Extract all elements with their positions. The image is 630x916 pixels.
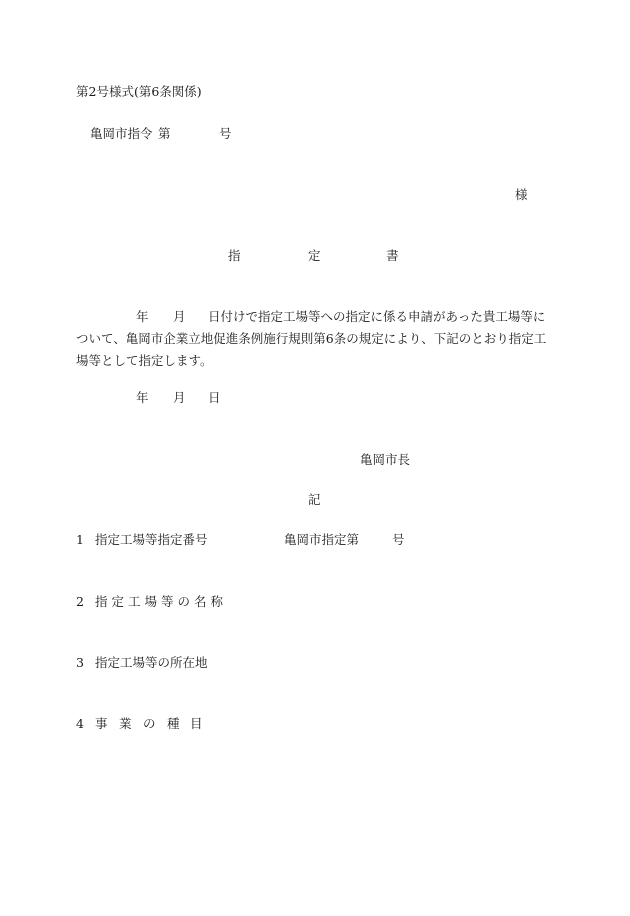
doc-number-go: 号 xyxy=(219,126,232,141)
title-char-2: 定 xyxy=(308,248,321,263)
item-4-label-char-1: 事 xyxy=(95,716,108,731)
item-1-value-suffix: 号 xyxy=(392,532,405,547)
doc-number-dai: 第 xyxy=(158,126,171,141)
ki-heading: 記 xyxy=(308,492,321,507)
item-3-label: 指定工場等の所在地 xyxy=(95,655,208,670)
body-text: 日付けで指定工場等への指定に係る申請があった貴工場等について、亀岡市企業立地促進条例施行規則第6条の規定により、下記のとおり指定工場等として指定します。 xyxy=(76,309,547,368)
item-1-number: 1 xyxy=(76,532,84,547)
title-char-1: 指 xyxy=(228,248,241,263)
title-char-3: 書 xyxy=(386,248,399,263)
doc-number-prefix: 亀岡市指令 xyxy=(90,126,153,141)
issue-date-nen: 年 xyxy=(136,390,149,405)
form-label: 第2号様式(第6条関係) xyxy=(76,84,202,99)
item-1-label: 指定工場等指定番号 xyxy=(95,532,208,547)
item-2-label: 指定工場等の名称 xyxy=(95,594,228,609)
addressee-suffix: 様 xyxy=(515,187,528,202)
item-4-label-char-5: 目 xyxy=(190,716,203,731)
body-date-tsuki: 月 xyxy=(173,309,186,324)
issuer-name: 亀岡市長 xyxy=(360,452,411,467)
issue-date-hi: 日 xyxy=(208,390,221,405)
item-4-label-char-3: の xyxy=(143,716,156,731)
item-4-number: 4 xyxy=(76,716,84,731)
body-date-nen: 年 xyxy=(136,309,149,324)
body-paragraph xyxy=(76,306,550,372)
item-4-label-char-4: 種 xyxy=(167,716,180,731)
item-3-number: 3 xyxy=(76,655,84,670)
item-1-value-prefix: 亀岡市指定第 xyxy=(284,532,360,547)
item-4-label-char-2: 業 xyxy=(119,716,132,731)
item-2-number: 2 xyxy=(76,594,84,609)
issue-date-tsuki: 月 xyxy=(173,390,186,405)
